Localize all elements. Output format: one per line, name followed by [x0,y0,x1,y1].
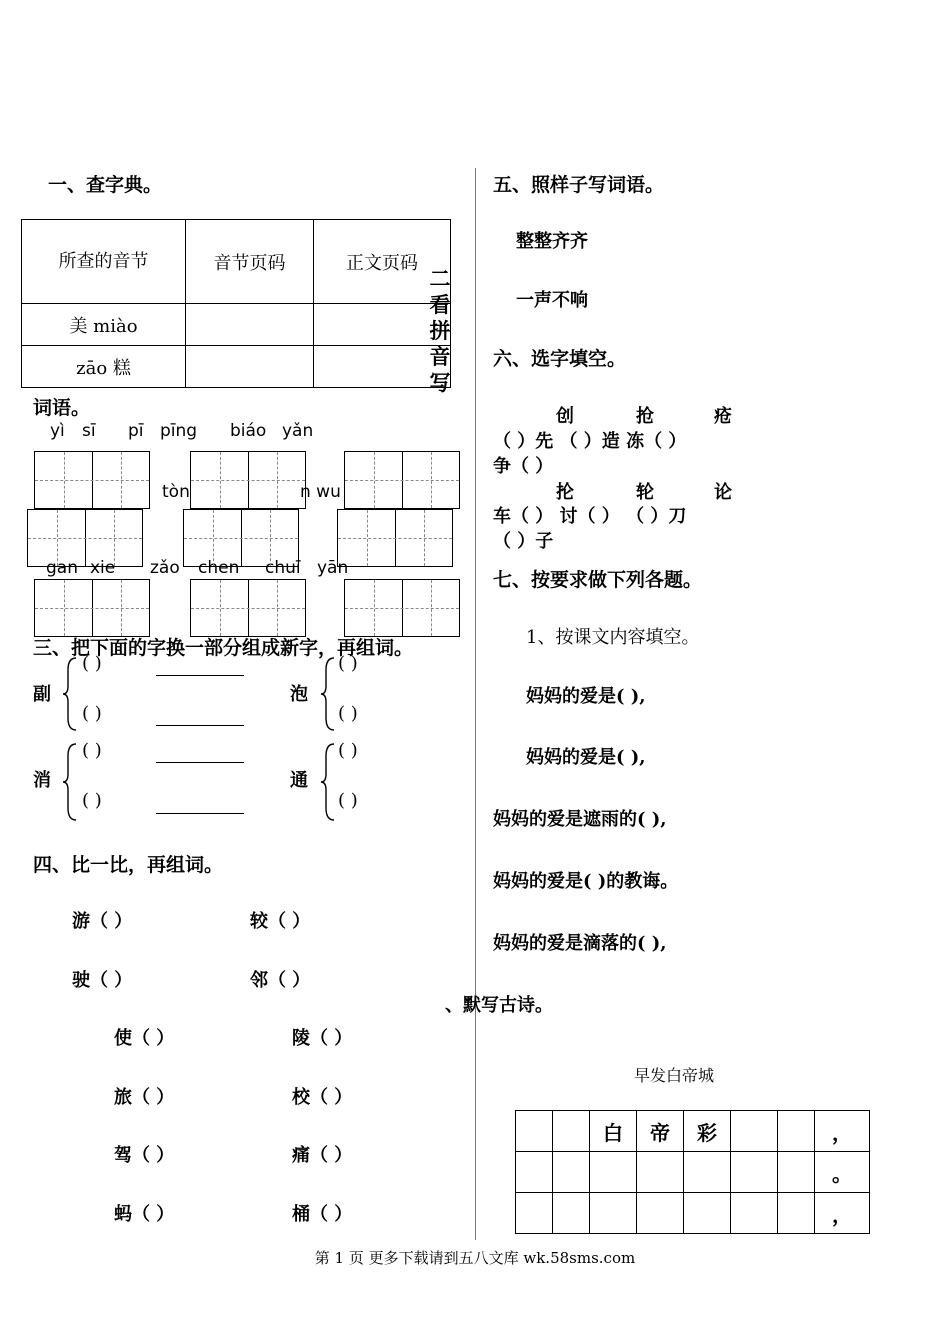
answer-line[interactable] [156,762,244,763]
writing-grid[interactable] [337,509,453,567]
base-char: 副 [33,684,51,705]
compare-item: 旅（ ） [114,1087,175,1108]
poem-cell[interactable] [637,1193,684,1234]
brace-icon [62,742,78,822]
answer-line[interactable] [156,675,244,676]
section1-title: 一、查字典。 [48,174,163,196]
example-word: 整整齐齐 [516,231,588,252]
choice-char: 抢 [636,406,654,427]
example-word: 一声不响 [516,290,588,311]
section2-title-cont: 词语。 [33,397,91,419]
table-cell[interactable] [186,304,314,346]
writing-grid[interactable] [344,451,460,509]
pinyin: chuī [265,558,301,578]
poem-cell[interactable] [553,1193,590,1234]
poem-cell[interactable]: 彩 [684,1111,731,1152]
paren-blank[interactable]: ( ) [338,740,358,761]
sub-question: 1、按课文内容填空。 [526,627,700,648]
fill-line[interactable]: （ ）子 [493,531,554,552]
poem-cell[interactable] [684,1193,731,1234]
paren-blank[interactable]: ( ) [82,703,102,724]
compare-item: 驾（ ） [114,1145,175,1166]
compare-item: 游（ ） [72,911,133,932]
pinyin: xie [90,558,116,578]
poem-cell[interactable] [778,1152,815,1193]
poem-cell[interactable]: 。 [815,1152,870,1193]
section7-title: 七、按要求做下列各题。 [493,569,703,591]
compare-item: 校（ ） [292,1087,353,1108]
section5-title: 五、照样子写词语。 [493,174,665,196]
writing-grid[interactable] [34,579,150,637]
choice-char: 创 [556,406,574,427]
pinyin: zǎo [150,558,180,578]
pinyin: chen [198,558,240,578]
fill-sentence[interactable]: 妈妈的爱是遮雨的( ), [493,809,667,830]
poem-cell[interactable]: ， [815,1193,870,1234]
base-char: 通 [290,770,308,791]
pinyin: gan [46,558,78,578]
poem-cell[interactable] [553,1152,590,1193]
paren-blank[interactable]: ( ) [338,703,358,724]
fill-sentence[interactable]: 妈妈的爱是( )的教诲。 [493,871,679,892]
section6-title: 六、选字填空。 [493,348,627,370]
section2-title-vertical: 二看拼音写 [429,267,451,395]
pinyin: yān [317,558,349,578]
paren-blank[interactable]: ( ) [338,653,358,674]
choice-char: 抡 [556,482,574,503]
poem-cell[interactable]: 帝 [637,1111,684,1152]
paren-blank[interactable]: ( ) [82,653,102,674]
compare-item: 蚂（ ） [114,1204,175,1225]
base-char: 泡 [290,684,308,705]
pinyin: yǎn [282,421,314,441]
section8-title: 、默写古诗。 [445,995,553,1016]
choice-char: 论 [714,482,732,503]
compare-item: 痛（ ） [292,1145,353,1166]
fill-sentence[interactable]: 妈妈的爱是( ), [526,686,646,707]
brace-icon [320,742,336,822]
poem-cell[interactable] [778,1111,815,1152]
poem-cell[interactable]: ， [815,1111,870,1152]
poem-grid [515,1110,870,1234]
poem-cell[interactable] [731,1193,778,1234]
pinyin: yì [50,421,65,441]
poem-cell[interactable] [778,1193,815,1234]
poem-cell[interactable] [516,1152,553,1193]
writing-grid[interactable] [344,579,460,637]
paren-blank[interactable]: ( ) [338,790,358,811]
paren-blank[interactable]: ( ) [82,790,102,811]
pinyin: biáo [230,421,267,441]
writing-grid[interactable] [190,451,306,509]
section3-title: 三、把下面的字换一部分组成新字，再组词。 [33,637,414,659]
table-cell: zāo 糕 [22,346,186,388]
pinyin: pīng [160,421,198,441]
paren-blank[interactable]: ( ) [82,740,102,761]
poem-cell[interactable] [516,1193,553,1234]
pinyin: sī [82,421,96,441]
fill-line[interactable]: 车（ ） 讨（ ） （ ）刀 [493,506,687,527]
pinyin: pī [128,421,144,441]
poem-cell[interactable] [731,1111,778,1152]
pinyin: tòn [162,482,190,502]
pinyin: n wu [300,482,341,502]
compare-item: 使（ ） [114,1028,175,1049]
writing-grid[interactable] [183,509,299,567]
column-divider [475,168,476,1240]
choice-char: 疮 [714,406,732,427]
compare-item: 陵（ ） [292,1028,353,1049]
poem-cell[interactable] [684,1152,731,1193]
writing-grid[interactable] [27,509,143,567]
poem-cell[interactable] [590,1193,637,1234]
fill-sentence[interactable]: 妈妈的爱是( ), [526,747,646,768]
poem-cell[interactable] [516,1111,553,1152]
compare-item: 驶（ ） [72,970,133,991]
poem-cell[interactable] [637,1152,684,1193]
compare-item: 较（ ） [250,911,311,932]
poem-cell[interactable] [590,1152,637,1193]
fill-sentence[interactable]: 妈妈的爱是滴落的( ), [493,933,667,954]
table-cell[interactable] [186,346,314,388]
section4-title: 四、比一比，再组词。 [33,854,224,876]
brace-icon [320,656,336,732]
poem-cell[interactable]: 白 [590,1111,637,1152]
dictionary-table [21,219,451,388]
table-header: 所查的音节 [22,220,186,304]
poem-title: 早发白帝城 [634,1066,715,1085]
base-char: 消 [33,770,51,791]
fill-line[interactable]: 争（ ） [493,456,554,477]
compare-item: 邻（ ） [250,970,311,991]
table-header: 正文页码 [314,220,451,304]
brace-icon [62,656,78,732]
compare-item: 桶（ ） [292,1204,353,1225]
writing-grid[interactable] [190,579,306,637]
answer-line[interactable] [156,813,244,814]
poem-cell[interactable] [731,1152,778,1193]
answer-line[interactable] [156,725,244,726]
fill-line[interactable]: （ ）先 （ ）造 冻（ ） [493,431,687,452]
poem-cell[interactable] [553,1111,590,1152]
table-header: 音节页码 [186,220,314,304]
writing-grid[interactable] [34,451,150,509]
table-cell: 美 miào [22,304,186,346]
choice-char: 轮 [636,482,654,503]
page-footer: 第 1 页 更多下载请到五八文库 wk.58sms.com [314,1249,636,1267]
